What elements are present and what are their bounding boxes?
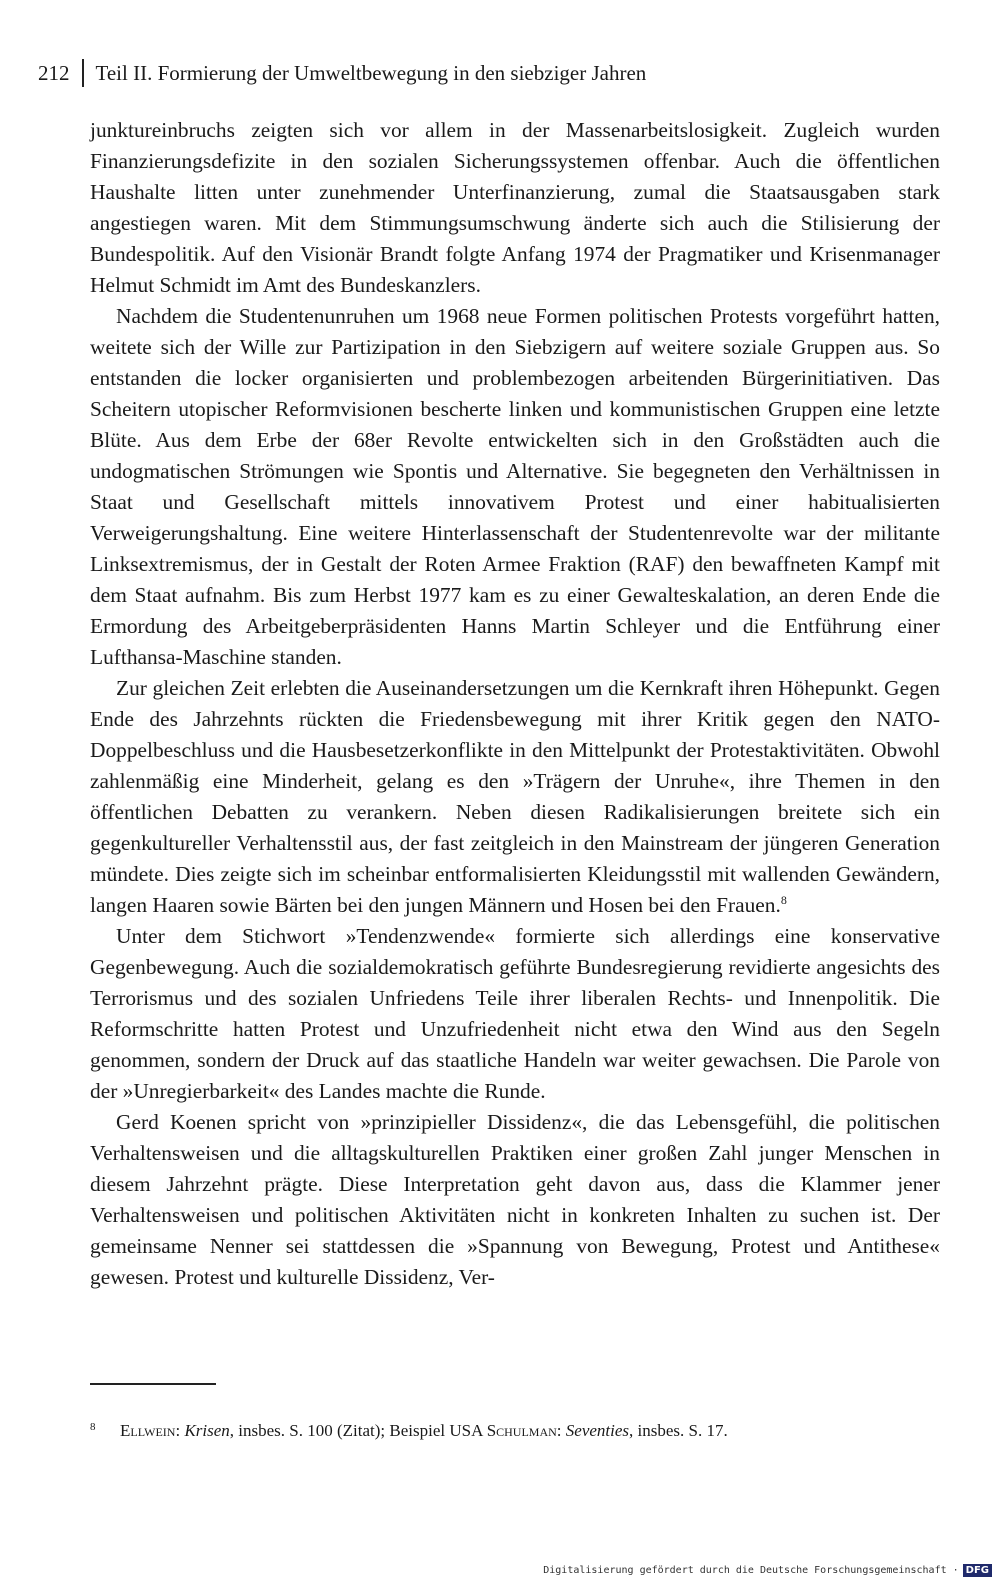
running-title: Teil II. Formierung der Umweltbewegung in den siebziger Jahren <box>95 61 647 85</box>
footnote-text: , insbes. S. 100 (Zitat); Beispiel USA <box>229 1421 483 1440</box>
footnote-number: 8 <box>90 1421 96 1433</box>
paragraph: junktureinbruchs zeigten sich vor allem in der Massenarbeitslosigkeit. Zugleich wurden Finanzierungsdefizite in den sozialen Sicherungssystemen offenbar. Auch die öffentlichen Haushalte litten unter zunehmender Unterfinanzierung, zumal die Staatsausgaben stark angestiegen waren. Mit dem Stimmungsumschwung änderte sich auch die Stilisierung der Bundespolitik. Auf den Visionär Brandt folgte Anfang 1974 der Pragmatiker und Krisenmanager Helmut Schmidt im Amt des Bundeskanzlers. <box>90 118 940 297</box>
dfg-logo-icon: DFG <box>963 1564 992 1577</box>
paragraph <box>90 673 940 921</box>
page-number: 212 <box>38 61 70 85</box>
footnote-author: Ellwein: <box>120 1421 181 1440</box>
body-text <box>90 115 940 1293</box>
header-divider <box>82 59 84 87</box>
footnote-title: Seventies <box>565 1421 630 1440</box>
footnote-text: , insbes. S. 17. <box>629 1421 728 1440</box>
running-header <box>38 58 958 88</box>
footnote-reference[interactable]: 8 <box>780 893 787 907</box>
footnote <box>90 1415 940 1443</box>
footnote-divider <box>90 1383 216 1385</box>
paragraph: Nachdem die Studentenunruhen um 1968 neue Formen politischen Protests vorgeführt hatten, weitete sich der Wille zur Partizipation in den Siebzigern auf weitere soziale Gruppen aus. So entstanden die locker organisierten und problembezogen arbeitenden Bürgerinitiativen. Das Scheitern utopischer Reformvisionen bescherte linken und kommunistischen Gruppen eine letzte Blüte. Aus dem Erbe der 68er Revolte entwickelten sich in den Großstädten auch die undogmatischen Strömungen wie Spontis und Alternative. Sie begegneten den Verhältnissen in Staat und Gesellschaft mittels innovativem Protest und einer habitualisierten Verweigerungshaltung. Eine weitere Hinterlassenschaft der Studentenrevolte war der militante Linksextremismus, der in Gestalt der Roten Armee Fraktion (RAF) den bewaffneten Kampf mit dem Staat aufnahm. Bis zum Herbst 1977 kam es zu einer Gewalteskalation, an deren Ende die Ermordung des Arbeitgeberpräsidenten Hanns Martin Schleyer und die Entführung einer Lufthansa-Maschine standen. <box>90 304 940 669</box>
paragraph: Unter dem Stichwort »Tendenzwende« formierte sich allerdings eine konservative Gegenbewegung. Auch die sozialdemokratisch geführte Bundesregierung revidierte angesichts des Terrorismus und des sozialen Unfriedens Teile ihrer liberalen Rechts- und Innenpolitik. Die Reformschritte hatten Protest und Unzufriedenheit nicht etwa den Wind aus den Segeln genommen, sondern der Druck auf das staatliche Handeln war weiter gewachsen. Die Parole von der »Unregierbarkeit« des Landes machte die Runde. <box>90 924 940 1103</box>
paragraph-text: Zur gleichen Zeit erlebten die Auseinandersetzungen um die Kernkraft ihren Höhepunkt. Gegen Ende des Jahrzehnts rückten die Friedensbewegung mit ihrer Kritik gegen den NATO-Doppelbeschluss und die Hausbesetzerkonflikte in den Mittelpunkt der Protestaktivitäten. Obwohl zahlenmäßig eine Minderheit, gelang es den »Trägern der Unruhe«, ihre Themen in den öffentlichen Debatten zu verankern. Neben diesen Radikalisierungen breitete sich ein gegenkultureller Verhaltensstil aus, der fast zeitgleich in den Mainstream der jüngeren Generation mündete. Dies zeigte sich im scheinbar entformalisierten Kleidungsstil mit wallenden Gewändern, langen Haaren sowie Bärten bei den jungen Männern und Hosen bei den Frauen. <box>90 676 940 917</box>
paragraph: Gerd Koenen spricht von »prinzipieller Dissidenz«, die das Lebensgefühl, die politischen Verhaltensweisen und die alltagskulturellen Praktiken einer großen Zahl junger Menschen in diesem Jahrzehnt prägte. Diese Interpretation geht davon aus, dass die Klammer jener Verhaltensweisen und politischen Aktivitäten nicht in konkreten Inhalten zu suchen ist. Der gemeinsame Nenner sei stattdessen die »Spannung von Bewegung, Protest und Antithese« gewesen. Protest und kulturelle Dissidenz, Ver- <box>90 1110 940 1289</box>
digitization-note: Digitalisierung gefördert durch die Deutsche Forschungsgemeinschaft · <box>543 1565 959 1576</box>
digitization-credit <box>543 1564 992 1577</box>
footnote-author: Schulman: <box>486 1421 562 1440</box>
footnote-title: Krisen <box>184 1421 230 1440</box>
